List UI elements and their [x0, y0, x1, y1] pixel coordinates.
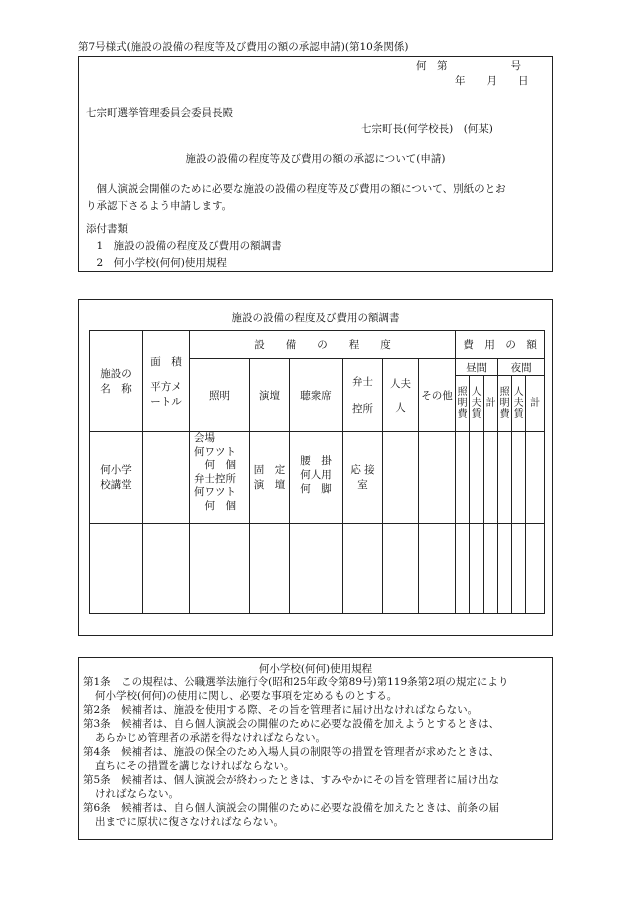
cell-empty: [470, 524, 484, 614]
header-waiting-room: 弁士 控所: [343, 359, 383, 432]
header-area: 面 積 平方メ ートル: [143, 331, 190, 432]
header-equipment: 設 備 の 程 度: [190, 331, 456, 359]
cell-empty: [190, 524, 250, 614]
cell-area: [143, 432, 190, 524]
usage-rules-title: 何小学校(何何)使用規程: [258, 663, 373, 675]
header-workers: 人夫 人: [383, 359, 419, 432]
rule-article-5: 第5条 候補者は、個人演説会が終わったときは、すみやかにその旨を管理者に届け出な ければならない。: [83, 774, 500, 800]
rule-article-2: 第2条 候補者は、施設を使用する際、その旨を管理者に届け出なければならない。: [83, 704, 479, 716]
header-day-labor-fee: 人夫賃: [470, 376, 484, 432]
header-lighting: 照明: [190, 359, 250, 432]
cell-empty: [290, 524, 343, 614]
cell-fee: [498, 432, 512, 524]
rule-article-6: 第6条 候補者は、自ら個人演説会の開催のために必要な設備を加えたときは、前条の届 出までに原状に復さなければならない。: [83, 802, 500, 828]
header-night-labor-fee: 人夫賃: [512, 376, 526, 432]
attachment-item: 2 何小学校(何何)使用規程: [86, 257, 227, 269]
cell-empty: [383, 524, 419, 614]
cell-fee: [512, 432, 526, 524]
header-seats: 聴衆席: [290, 359, 343, 432]
cell-lighting: 会場 何ワツト 何 個 弁士控所 何ワツト 何 個: [190, 432, 250, 524]
usage-rules-section: [78, 657, 553, 840]
cell-empty: [90, 524, 143, 614]
header-daytime: 昼間: [456, 359, 498, 376]
cell-empty: [512, 524, 526, 614]
cell-other: [419, 432, 456, 524]
addressee: 七宗町選挙管理委員会委員長殿: [86, 107, 233, 119]
header-facility-name: 施設の 名 称: [90, 331, 143, 432]
document-number: 何 第 号: [416, 60, 521, 72]
fee-table-section: [78, 299, 553, 636]
header-fee: 費 用 の 額: [456, 331, 545, 359]
rule-article-1: 第1条 この規程は、公職選挙法施行令(昭和25年政令第89号)第119条第2項の規定により 何小学校(何何)の使用に関し、必要な事項を定めるものとする。: [83, 676, 509, 702]
document-date: 年 月 日: [455, 75, 529, 87]
header-other: その他: [419, 359, 456, 432]
cell-empty: [143, 524, 190, 614]
header-day-total: 計: [484, 376, 498, 432]
rule-article-4: 第4条 候補者は、施設の保全のため入場人員の制限等の措置を管理者が求めたときは、 直ちにその措置を講じなければならない。: [83, 746, 500, 772]
cell-empty: [526, 524, 545, 614]
rule-article-3: 第3条 候補者は、自ら個人演説会の開催のために必要な設備を加えようとするときは、 あらかじめ管理者の承諾を得なければならない。: [83, 718, 500, 744]
application-title: 施設の設備の程度等及び費用の額の承認について(申請): [185, 153, 446, 165]
header-nighttime: 夜間: [498, 359, 545, 376]
application-body: [86, 181, 548, 215]
cell-empty: [250, 524, 290, 614]
cell-fee: [456, 432, 470, 524]
fee-table: [89, 330, 545, 614]
header-day-lighting-fee: 照明費: [456, 376, 470, 432]
header-night-total: 計: [526, 376, 545, 432]
cell-stage: 固 定 演 壇: [250, 432, 290, 524]
application-section: [78, 56, 553, 272]
header-stage: 演壇: [250, 359, 290, 432]
cell-empty: [456, 524, 470, 614]
cell-waiting-room: 応 接 室: [343, 432, 383, 524]
attachments: [86, 221, 548, 272]
cell-workers: [383, 432, 419, 524]
attachment-item: 1 施設の設備の程度及び費用の額調書: [86, 240, 282, 252]
cell-empty: [343, 524, 383, 614]
sender: 七宗町長(何学校長) (何某): [361, 123, 493, 135]
fee-table-caption: 施設の設備の程度及び費用の額調書: [231, 312, 400, 324]
cell-facility-name: 何小学 校講堂: [90, 432, 143, 524]
cell-fee: [484, 432, 498, 524]
cell-seats: 腰 掛 何人用 何 脚: [290, 432, 343, 524]
form-title: 第7号様式(施設の設備の程度等及び費用の額の承認申請)(第10条関係): [78, 41, 409, 53]
cell-empty: [484, 524, 498, 614]
application-body-line: り承認下さるよう申請します。: [86, 200, 233, 212]
attachments-heading: 添付書類: [86, 223, 128, 235]
cell-empty: [419, 524, 456, 614]
application-body-line: 個人演説会開催のために必要な施設の設備の程度等及び費用の額について、別紙のとお: [86, 183, 506, 195]
header-night-lighting-fee: 照明費: [498, 376, 512, 432]
cell-fee: [470, 432, 484, 524]
cell-fee: [526, 432, 545, 524]
cell-empty: [498, 524, 512, 614]
